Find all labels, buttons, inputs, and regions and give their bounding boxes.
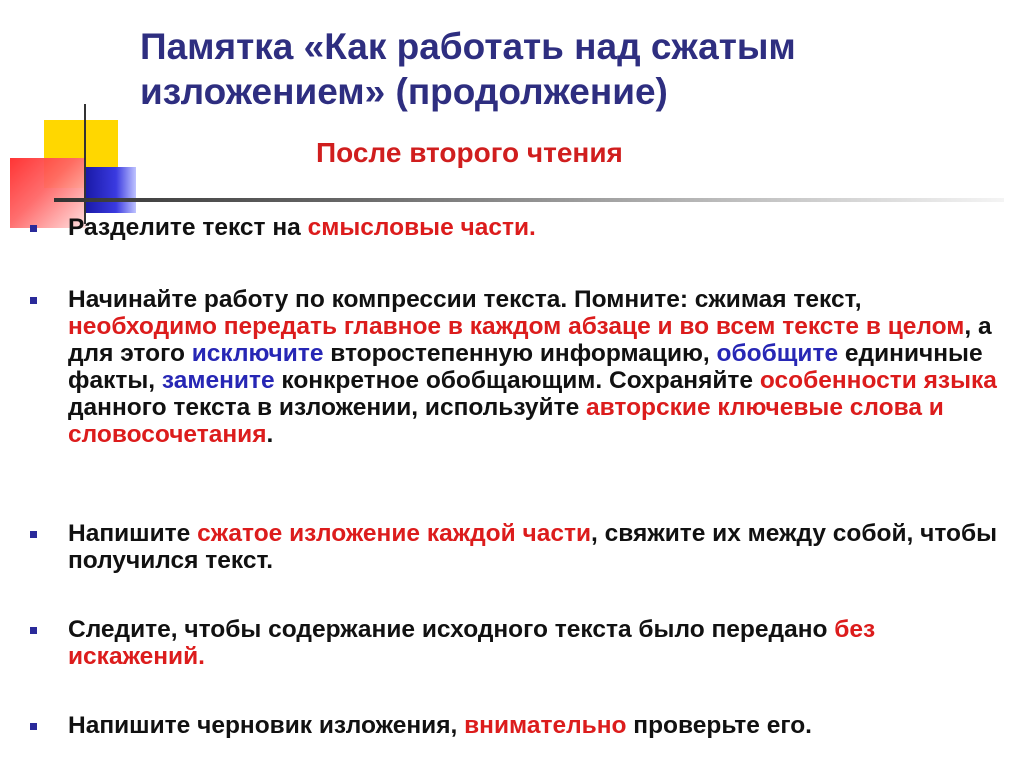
bullet-icon	[30, 297, 37, 304]
slide-title: Памятка «Как работать над сжатым изложением» (продолжение)	[140, 26, 796, 112]
emphasis-red: необходимо передать главное в каждом абзаце и во всем тексте в целом	[68, 313, 965, 340]
list-item-text	[68, 214, 998, 241]
text-segment: Напишите черновик изложения,	[68, 712, 465, 739]
text-segment: Напишите	[68, 520, 198, 547]
text-segment: конкретное обобщающим. Сохраняйте	[274, 367, 760, 394]
bullet-icon	[30, 627, 37, 634]
emphasis-red: без искажений.	[68, 616, 876, 670]
bullet-icon	[30, 723, 37, 730]
decorative-blue-square	[86, 167, 136, 213]
emphasis-blue: обобщите	[716, 340, 839, 367]
text-segment: Следите, чтобы содержание исходного текста было передано	[68, 616, 835, 643]
bullet-icon	[30, 531, 37, 538]
text-segment: данного текста в изложении, используйте	[68, 394, 587, 421]
decorative-vertical-line	[84, 104, 86, 224]
text-segment: Разделите текст на	[68, 214, 308, 241]
emphasis-red: авторские ключевые слова и словосочетания	[68, 394, 944, 448]
text-segment: , а для этого	[68, 313, 992, 367]
list-item-text	[68, 286, 998, 448]
list-item-text	[68, 616, 998, 670]
text-segment: , свяжите их между собой, чтобы получился текст.	[68, 520, 998, 574]
slide-subtitle: После второго чтения	[316, 137, 623, 168]
text-segment: проверьте его.	[626, 712, 812, 739]
list-item-text	[68, 520, 998, 574]
emphasis-red: внимательно	[464, 712, 627, 739]
text-segment: второстепенную информацию,	[323, 340, 717, 367]
text-segment: единичные факты,	[68, 340, 983, 394]
bullet-icon	[30, 225, 37, 232]
emphasis-red: особенности языка	[759, 367, 997, 394]
emphasis-red: смысловые части.	[307, 214, 536, 241]
emphasis-blue: исключите	[191, 340, 324, 367]
text-segment: .	[266, 421, 274, 448]
title-divider-line	[54, 198, 1004, 202]
list-item-text	[68, 712, 998, 739]
text-segment: Начинайте работу по компрессии текста. Помните: сжимая текст,	[68, 286, 862, 313]
emphasis-red: сжатое изложение каждой части	[197, 520, 592, 547]
emphasis-blue: замените	[161, 367, 275, 394]
